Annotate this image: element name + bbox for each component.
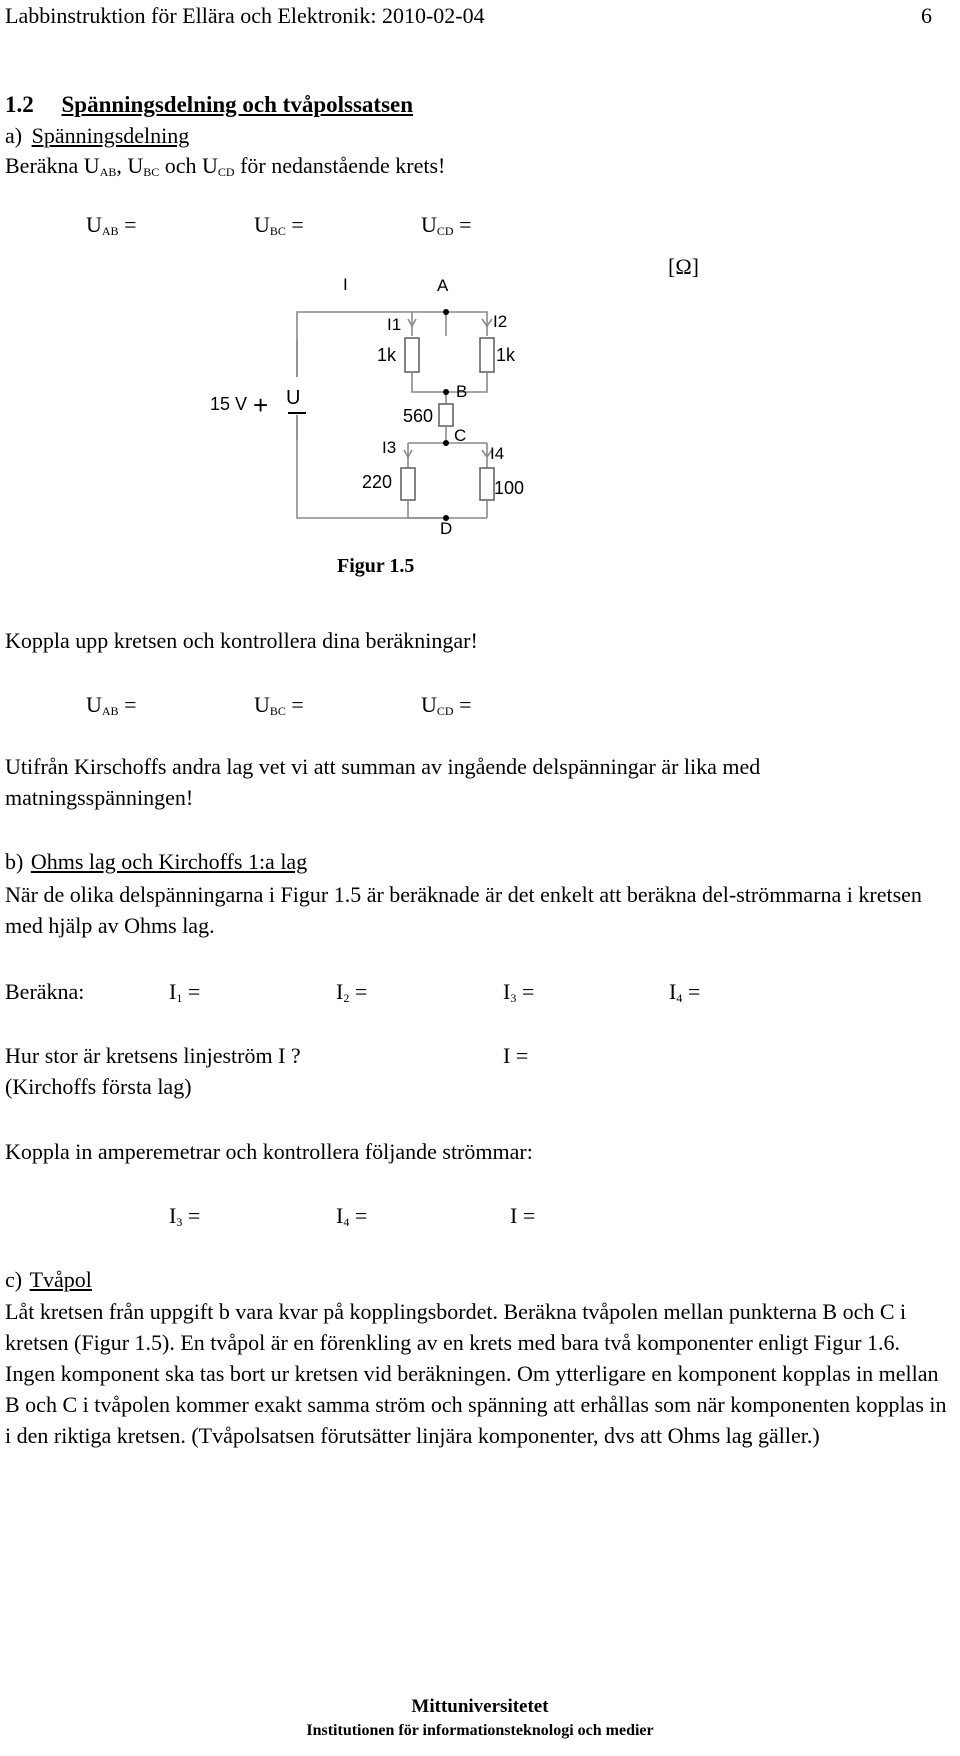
measured-u-cd: $U_{CD}$ = bbox=[421, 692, 472, 718]
measured-i4: $I_4$ = bbox=[336, 1203, 368, 1229]
figure-caption: Figur 1.5 bbox=[337, 555, 415, 577]
page-header-title: Labbinstruktion för Ellära och Elektronik: 2010-02-04 bbox=[5, 3, 485, 28]
answer-u-bc: $U_{BC}$ = bbox=[254, 212, 304, 238]
resistor-r3-value: 220 bbox=[362, 472, 393, 492]
current-i1-answer: $I_1$ = bbox=[169, 979, 201, 1005]
part-b-heading bbox=[5, 848, 307, 876]
resistor-r4-value: 100 bbox=[494, 478, 525, 498]
part-c-heading bbox=[5, 1266, 92, 1294]
part-a-title: Spänningsdelning bbox=[31, 123, 190, 148]
measured-i3: $I_3$ = bbox=[169, 1203, 201, 1229]
part-b-label: b) bbox=[5, 849, 24, 874]
current-i4-answer: $I_4$ = bbox=[669, 979, 701, 1005]
source-plus-sign: + bbox=[253, 390, 269, 420]
part-a-label: a) bbox=[5, 123, 23, 148]
source-label: U bbox=[286, 387, 301, 409]
line-current-hint: (Kirchoffs första lag) bbox=[5, 1074, 192, 1099]
part-b-title: Ohms lag och Kirchoffs 1:a lag bbox=[30, 849, 308, 874]
circuit-diagram bbox=[0, 0, 960, 590]
measured-i: I = bbox=[510, 1203, 536, 1228]
current-i2-answer: $I_2$ = bbox=[336, 979, 368, 1005]
part-c-label: c) bbox=[5, 1267, 23, 1292]
node-a-dot bbox=[443, 309, 449, 315]
current-i4-label: I4 bbox=[490, 444, 505, 463]
footer-department: Institutionen för informationsteknologi och medier bbox=[306, 1722, 654, 1739]
answer-u-ab: $U_{AB}$ = bbox=[86, 212, 137, 238]
current-i2-label: I2 bbox=[493, 312, 508, 331]
node-a-label: A bbox=[437, 276, 449, 295]
resistor-r1-value: 1k bbox=[377, 345, 397, 365]
resistor-bc-value: 560 bbox=[403, 406, 434, 426]
measured-u-ab: $U_{AB}$ = bbox=[86, 692, 137, 718]
answer-u-cd: $U_{CD}$ = bbox=[421, 212, 472, 238]
page-number: 6 bbox=[921, 3, 932, 28]
unit-ohm: [Ω] bbox=[668, 254, 700, 279]
part-c-title: Tvåpol bbox=[29, 1267, 92, 1292]
current-i-label: I bbox=[343, 275, 348, 294]
node-b-label: B bbox=[456, 382, 468, 401]
node-b-dot bbox=[443, 389, 449, 395]
current-i3-label: I3 bbox=[382, 438, 397, 457]
part-b-text: När de olika delspänningarna i Figur 1.5 är beräknade är det enkelt att beräkna del-strömmarna i kretsen med hjälp av Ohms lag. bbox=[5, 882, 922, 938]
check-instruction: Koppla upp kretsen och kontrollera dina beräkningar! bbox=[5, 628, 478, 653]
measured-u-bc: $U_{BC}$ = bbox=[254, 692, 304, 718]
compute-label: Beräkna: bbox=[5, 979, 85, 1004]
footer-university: Mittuniversitetet bbox=[411, 1696, 549, 1717]
line-current-question: Hur stor är kretsens linjeström I ? bbox=[5, 1043, 301, 1068]
section-title: Spänningsdelning och tvåpolssatsen bbox=[61, 92, 414, 117]
line-current-answer: I = bbox=[503, 1043, 529, 1068]
part-a-task: Beräkna $U_{AB}$, $U_{BC}$ och $U_{CD}$ för nedanstående krets! bbox=[5, 153, 446, 179]
node-c-dot bbox=[443, 440, 449, 446]
section-number: 1.2 bbox=[5, 92, 34, 117]
kirchhoff-note: Utifrån Kirschoffs andra lag vet vi att summan av ingående delspänningar är lika med matningsspänningen! bbox=[5, 754, 761, 810]
measure-instruction: Koppla in amperemetrar och kontrollera följande strömmar: bbox=[5, 1139, 533, 1164]
node-d-label: D bbox=[440, 519, 453, 538]
resistor-r2-value: 1k bbox=[496, 345, 516, 365]
current-i3-answer: $I_3$ = bbox=[503, 979, 535, 1005]
source-voltage-value: 15 V bbox=[210, 394, 248, 414]
part-c-text: Låt kretsen från uppgift b vara kvar på kopplingsbordet. Beräkna tvåpolen mellan punkterna B och C i kretsen (Figur 1.5). En tvåpol är en förenkling av en krets med bara två komponenter enligt Figur 1.6. Ingen komponent ska tas bort ur kretsen vid beräkningen. Om ytterligare en komponent kopplas in mellan B och C i tvåpolen kommer exakt samma ström och spänning att erhållas som när komponenten kopplas in i den riktiga kretsen. (Tvåpolsatsen förutsätter linjära komponenter, dvs att Ohms lag gäller.) bbox=[5, 1299, 947, 1448]
current-i1-label: I1 bbox=[387, 315, 402, 334]
node-c-label: C bbox=[454, 426, 467, 445]
